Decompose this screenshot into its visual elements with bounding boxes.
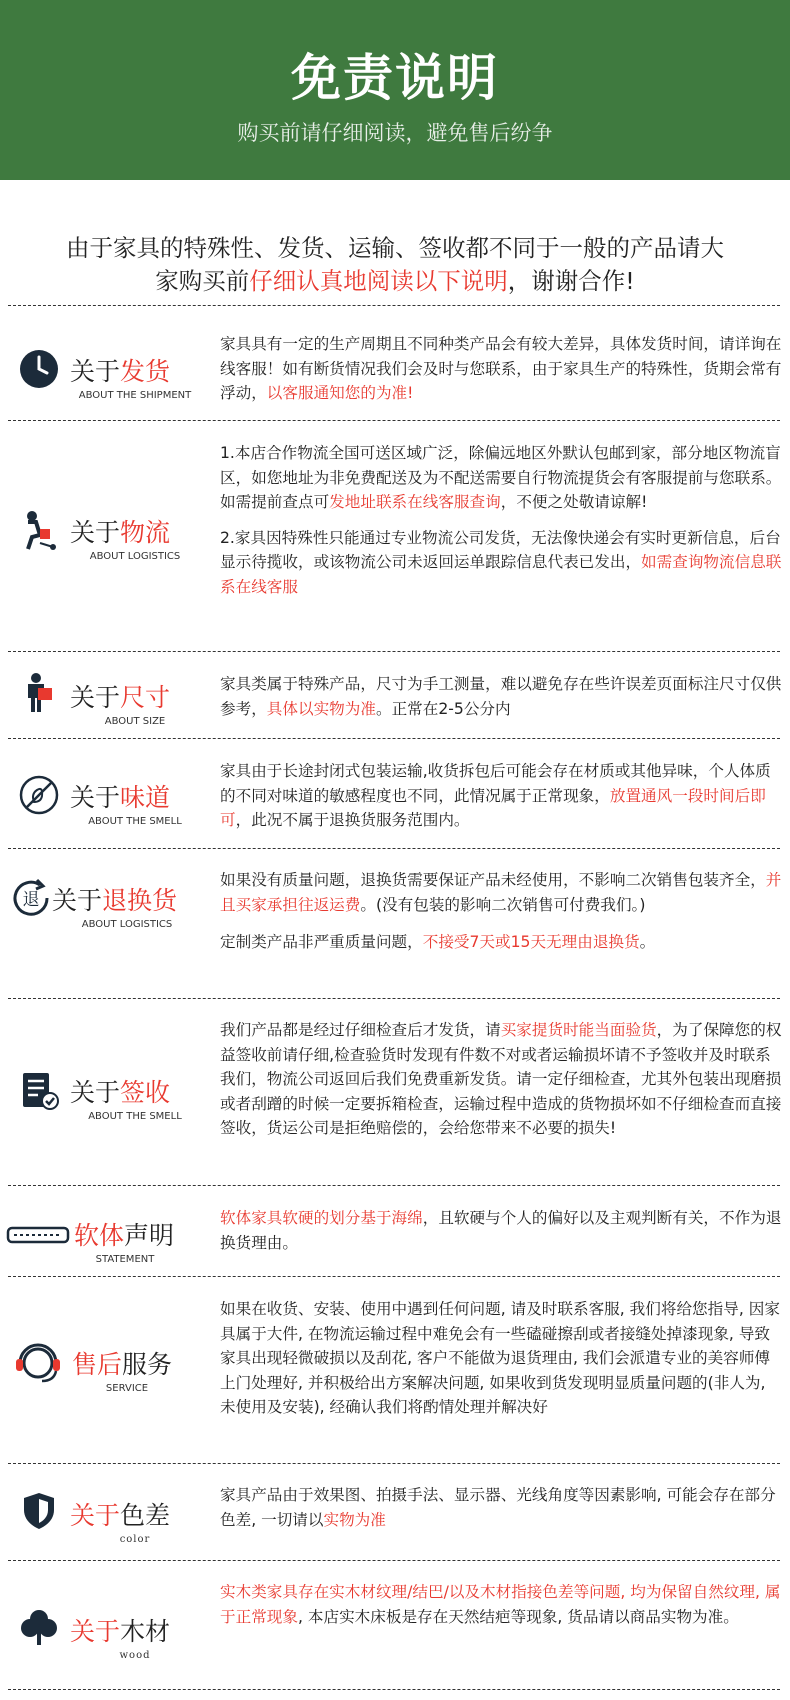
divider [8, 1185, 780, 1186]
intro-line-2-post: ，谢谢合作! [507, 267, 635, 295]
wood-title-en: wood [119, 1650, 151, 1661]
size-title: 关于尺寸 [70, 683, 171, 712]
size-title-en: ABOUT SIZE [104, 716, 166, 727]
size-text: 家具类属于特殊产品，尺寸为手工测量，难以避免存在些许误差页面标注尺寸仅供参考，具体以实物为准。正常在2-5公分内 [220, 675, 782, 718]
softness-title-en: STATEMENT [95, 1254, 155, 1265]
page-subtitle: 购买前请仔细阅读，避免售后纷争 [237, 121, 553, 145]
shipment-text: 家具具有一定的生产周期且不同种类产品会有较大差异，具体发货时间，请详询在线客服！如有断货情况我们会及时与您联系，由于家具生产的特殊性，货期会常有浮动，以客服通知您的为准! [220, 335, 782, 402]
wood-title: 关于木材 [70, 1617, 171, 1646]
svg-text:退: 退 [22, 890, 40, 910]
service-title-en: SERVICE [105, 1383, 149, 1394]
color-title-en: color [119, 1534, 151, 1545]
logistics-title: 关于物流 [70, 518, 171, 547]
service-text: 如果在收货、安装、使用中遇到任何问题, 请及时联系客服, 我们将给您指导, 因家具属于大件, 在物流运输过程中难免会有一些磕碰擦刮或者接缝处掉漆现象, 导致家具出现轻微破损以及刮花, 客户不能做为退货理由, 我们会派遣专业的美容师傅上门处理好, 并积极给出方案解决问题, 如果收到货发现明显质量问题的(非人为, 未使用及安装), 经确认我们将酌情处理并解决好 [220, 1300, 780, 1416]
color-text: 家具产品由于效果图、拍摄手法、显示器、光线角度等因素影响, 可能会存在部分色差, 一切请以实物为准 [220, 1486, 776, 1529]
person-box-icon [18, 672, 60, 714]
signing-title-en: ABOUT THE SMELL [88, 1111, 182, 1122]
page-title: 免责说明 [291, 49, 499, 107]
signing-text: 我们产品都是经过仔细检查后才发货，请买家提货时能当面验货，为了保障您的权益签收前请仔细,检查验货时发现有件数不对或者运输损坏请不予签收并及时联系我们，物流公司返回后我们免费重新发货。请一定仔细检查，尤其外包装出现磨损或者刮蹭的时候一定要拆箱检查，运输过程中造成的货物损坏如不仔细检查而直接签收，货运公司是拒绝赔偿的，会给您带来不必要的损失! [220, 1021, 782, 1137]
delivery-person-icon [18, 509, 60, 551]
header-banner [0, 0, 790, 180]
divider [8, 1463, 780, 1464]
divider [8, 738, 780, 739]
returns-text: 如果没有质量问题，退换货需要保证产品未经使用，不影响二次销售包装齐全，并且买家承担往返运费。(没有包装的影响二次销售可付费我们。) 定制类产品非严重质量问题，不接受7天或15天无理由退换货。 [220, 871, 782, 951]
softness-title: 软体声明 [74, 1221, 175, 1250]
clock-icon [18, 348, 60, 390]
no-smell-icon [18, 774, 60, 816]
smell-title-en: ABOUT THE SMELL [88, 816, 182, 827]
wood-text: 实木类家具存在实木材纹理/结巴/以及木材指接色差等问题, 均为保留自然纹理, 属于正常现象, 本店实木床板是存在天然结疤等现象, 货品请以商品实物为准。 [220, 1583, 781, 1626]
intro-text [0, 232, 790, 298]
divider [8, 1560, 780, 1561]
checklist-icon [18, 1069, 60, 1111]
shipment-title-en: ABOUT THE SHIPMENT [78, 390, 192, 401]
divider [8, 848, 780, 849]
intro-line-2-pre: 家购买前 [155, 267, 250, 295]
smell-title: 关于味道 [70, 783, 171, 812]
return-icon [10, 877, 52, 919]
divider [8, 651, 780, 652]
mattress-icon [6, 1214, 70, 1256]
color-title: 关于色差 [70, 1501, 171, 1530]
divider [8, 305, 780, 306]
returns-title-en: ABOUT LOGISTICS [81, 919, 173, 930]
smell-text: 家具由于长途封闭式包装运输,收货拆包后可能会存在材质或其他异味，个人体质的不同对味道的敏感程度也不同，此情况属于正常现象，放置通风一段时间后即可，此况不属于退换货服务范围内。 [220, 762, 771, 829]
divider [8, 998, 780, 999]
shipment-title: 关于发货 [70, 357, 171, 386]
logistics-text: 1.本店合作物流全国可送区域广泛，除偏远地区外默认包邮到家，部分地区物流盲区，如您地址为非免费配送及为不配送需要自行物流提货会有客服提前与您联系。如需提前查点可发地址联系在线客服查询，不便之处敬请谅解! 2.家具因特殊性只能通过专业物流公司发货，无法像快递会有实时更新信息，后台显示待揽收，或该物流公司未返回运单跟踪信息代表已发出，如需查询物流信息联系在线客服 [220, 444, 782, 596]
signing-title: 关于签收 [70, 1078, 171, 1107]
softness-text: 软体家具软硬的划分基于海绵，且软硬与个人的偏好以及主观判断有关，不作为退换货理由。 [220, 1209, 782, 1252]
divider [8, 1276, 780, 1277]
intro-line-1: 由于家具的特殊性、发货、运输、签收都不同于一般的产品请大 [66, 234, 724, 262]
divider [8, 420, 780, 421]
intro-highlight: 仔细认真地阅读以下说明 [249, 267, 508, 295]
tree-icon [18, 1606, 60, 1648]
divider [8, 1689, 780, 1690]
shield-icon [18, 1490, 60, 1532]
headset-icon [10, 1339, 66, 1389]
returns-title: 关于退换货 [52, 886, 178, 915]
intro-line-2 [0, 265, 790, 298]
service-title: 售后服务 [72, 1350, 173, 1379]
logistics-title-en: ABOUT LOGISTICS [89, 551, 181, 562]
